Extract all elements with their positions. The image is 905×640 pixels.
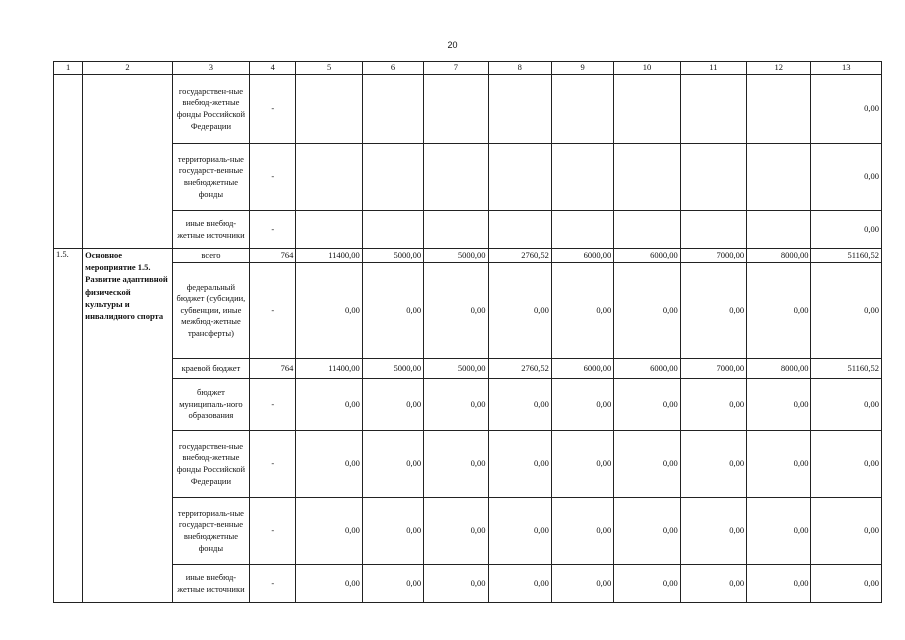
amount-cell <box>362 75 423 144</box>
amount-cell: 0,00 <box>551 431 613 498</box>
budget-code: - <box>250 565 296 603</box>
amount-cell: 0,00 <box>614 263 680 359</box>
amount-cell <box>424 211 488 249</box>
amount-cell: 0,00 <box>488 565 551 603</box>
column-header-10: 10 <box>614 62 680 75</box>
continued-index-cell <box>54 75 83 249</box>
funding-source: иные внебюд-жетные источники <box>172 565 249 603</box>
budget-code: - <box>250 498 296 565</box>
amount-cell: 0,00 <box>424 565 488 603</box>
budget-code: 764 <box>250 359 296 379</box>
total-cell: 0,00 <box>811 498 882 565</box>
column-header-9: 9 <box>551 62 613 75</box>
amount-cell: 5000,00 <box>424 359 488 379</box>
table-row <box>54 75 882 144</box>
amount-cell <box>488 211 551 249</box>
amount-cell: 0,00 <box>296 498 362 565</box>
amount-cell: 0,00 <box>424 263 488 359</box>
amount-cell: 8000,00 <box>747 359 811 379</box>
amount-cell: 0,00 <box>747 379 811 431</box>
amount-cell: 0,00 <box>424 431 488 498</box>
column-header-2: 2 <box>83 62 173 75</box>
amount-cell: 6000,00 <box>614 359 680 379</box>
total-cell: 51160,52 <box>811 359 882 379</box>
table-row <box>54 431 882 498</box>
amount-cell <box>614 75 680 144</box>
amount-cell <box>551 144 613 211</box>
amount-cell: 0,00 <box>680 379 746 431</box>
amount-cell: 0,00 <box>680 431 746 498</box>
amount-cell <box>614 211 680 249</box>
amount-cell: 0,00 <box>296 379 362 431</box>
column-header-3: 3 <box>172 62 249 75</box>
amount-cell: 7000,00 <box>680 249 746 263</box>
amount-cell: 8000,00 <box>747 249 811 263</box>
total-cell: 0,00 <box>811 263 882 359</box>
amount-cell: 0,00 <box>747 431 811 498</box>
table-row <box>54 144 882 211</box>
total-cell: 0,00 <box>811 144 882 211</box>
amount-cell: 0,00 <box>680 263 746 359</box>
amount-cell: 0,00 <box>614 565 680 603</box>
amount-cell: 0,00 <box>362 565 423 603</box>
amount-cell: 5000,00 <box>362 249 423 263</box>
amount-cell <box>296 211 362 249</box>
budget-code: - <box>250 263 296 359</box>
header-row <box>54 62 882 75</box>
amount-cell <box>551 75 613 144</box>
amount-cell: 0,00 <box>551 565 613 603</box>
budget-code: - <box>250 75 296 144</box>
amount-cell <box>551 211 613 249</box>
funding-source: территориаль-ные государст-венные внебюджетные фонды <box>172 498 249 565</box>
funding-source: государствен-ные внебюд-жетные фонды Российской Федерации <box>172 431 249 498</box>
column-header-4: 4 <box>250 62 296 75</box>
amount-cell <box>362 144 423 211</box>
amount-cell <box>424 144 488 211</box>
amount-cell <box>488 144 551 211</box>
amount-cell: 0,00 <box>680 498 746 565</box>
amount-cell: 2760,52 <box>488 359 551 379</box>
amount-cell: 0,00 <box>614 498 680 565</box>
amount-cell: 0,00 <box>296 565 362 603</box>
amount-cell: 0,00 <box>551 263 613 359</box>
column-header-7: 7 <box>424 62 488 75</box>
total-cell: 0,00 <box>811 211 882 249</box>
amount-cell: 5000,00 <box>362 359 423 379</box>
amount-cell <box>747 211 811 249</box>
amount-cell: 0,00 <box>362 379 423 431</box>
amount-cell: 0,00 <box>680 565 746 603</box>
amount-cell: 6000,00 <box>614 249 680 263</box>
amount-cell: 5000,00 <box>424 249 488 263</box>
measure-name: Основное мероприятие 1.5. Развитие адаптивной физической культуры и инвалидного спорта <box>83 249 173 603</box>
funding-source: территориаль-ные государст-венные внебюджетные фонды <box>172 144 249 211</box>
page-number: 20 <box>447 40 458 50</box>
amount-cell: 0,00 <box>362 431 423 498</box>
budget-code: - <box>250 144 296 211</box>
amount-cell: 0,00 <box>488 498 551 565</box>
funding-source: федеральный бюджет (субсидии, субвенции, иные межбюд-жетные трансферты) <box>172 263 249 359</box>
amount-cell <box>680 211 746 249</box>
amount-cell <box>296 144 362 211</box>
table-row <box>54 359 882 379</box>
budget-code: - <box>250 379 296 431</box>
amount-cell: 0,00 <box>747 263 811 359</box>
total-cell: 0,00 <box>811 75 882 144</box>
amount-cell <box>747 144 811 211</box>
budget-code: 764 <box>250 249 296 263</box>
measure-index: 1.5. <box>54 249 83 603</box>
budget-table <box>53 61 882 603</box>
amount-cell <box>614 144 680 211</box>
amount-cell: 0,00 <box>362 263 423 359</box>
amount-cell: 0,00 <box>747 498 811 565</box>
amount-cell: 0,00 <box>614 379 680 431</box>
column-header-12: 12 <box>747 62 811 75</box>
amount-cell: 0,00 <box>296 431 362 498</box>
funding-source: бюджет муниципаль-ного образования <box>172 379 249 431</box>
amount-cell: 6000,00 <box>551 249 613 263</box>
amount-cell <box>296 75 362 144</box>
amount-cell: 11400,00 <box>296 359 362 379</box>
funding-source: всего <box>172 249 249 263</box>
table-row <box>54 249 882 263</box>
column-header-8: 8 <box>488 62 551 75</box>
total-cell: 0,00 <box>811 565 882 603</box>
amount-cell: 2760,52 <box>488 249 551 263</box>
amount-cell: 6000,00 <box>551 359 613 379</box>
amount-cell <box>680 144 746 211</box>
column-header-11: 11 <box>680 62 746 75</box>
amount-cell: 0,00 <box>551 379 613 431</box>
amount-cell: 0,00 <box>424 498 488 565</box>
column-header-1: 1 <box>54 62 83 75</box>
amount-cell: 0,00 <box>614 431 680 498</box>
column-header-13: 13 <box>811 62 882 75</box>
table-row <box>54 211 882 249</box>
total-cell: 51160,52 <box>811 249 882 263</box>
amount-cell <box>680 75 746 144</box>
amount-cell <box>424 75 488 144</box>
amount-cell: 0,00 <box>488 431 551 498</box>
funding-source: государствен-ные внебюд-жетные фонды Российской Федерации <box>172 75 249 144</box>
amount-cell: 0,00 <box>488 379 551 431</box>
table-row <box>54 565 882 603</box>
total-cell: 0,00 <box>811 379 882 431</box>
total-cell: 0,00 <box>811 431 882 498</box>
table-row <box>54 498 882 565</box>
amount-cell: 11400,00 <box>296 249 362 263</box>
budget-code: - <box>250 431 296 498</box>
amount-cell: 0,00 <box>551 498 613 565</box>
amount-cell: 0,00 <box>296 263 362 359</box>
continued-name-cell <box>83 75 173 249</box>
amount-cell: 0,00 <box>747 565 811 603</box>
table-row <box>54 379 882 431</box>
amount-cell <box>488 75 551 144</box>
column-header-5: 5 <box>296 62 362 75</box>
amount-cell: 0,00 <box>362 498 423 565</box>
funding-source: краевой бюджет <box>172 359 249 379</box>
table-row <box>54 263 882 359</box>
amount-cell <box>747 75 811 144</box>
funding-source: иные внебюд-жетные источники <box>172 211 249 249</box>
amount-cell <box>362 211 423 249</box>
amount-cell: 0,00 <box>488 263 551 359</box>
amount-cell: 7000,00 <box>680 359 746 379</box>
budget-code: - <box>250 211 296 249</box>
amount-cell: 0,00 <box>424 379 488 431</box>
column-header-6: 6 <box>362 62 423 75</box>
